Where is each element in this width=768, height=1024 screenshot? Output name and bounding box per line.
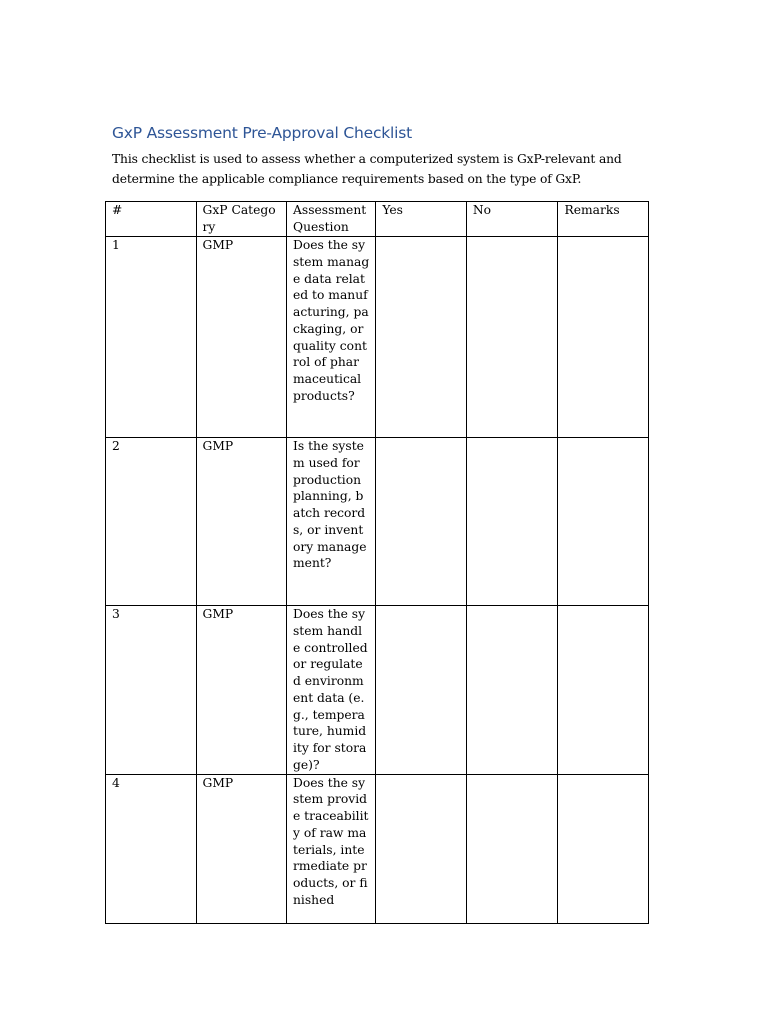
row-no-cell[interactable] [466, 774, 558, 923]
header-yes: Yes [376, 202, 467, 237]
row-question-text: Does the system handle controlled or regulated environment data (e.g., temperature, humidity for storage)? [293, 607, 368, 772]
row-question-text: Does the system manage data related to manufacturing, packaging, or quality control of pharmaceutical products? [293, 238, 370, 403]
row-remarks-cell[interactable] [558, 438, 649, 606]
row-yes-cell[interactable] [376, 774, 467, 923]
row-category: GMP [196, 237, 287, 438]
table-header-row [106, 202, 649, 237]
row-category: GMP [196, 774, 287, 923]
row-question-text: Is the system used for production planning, batch records, or inventory management? [293, 439, 367, 571]
row-question-text: Does the system provide traceability of raw materials, intermediate products, or finished [293, 775, 369, 907]
row-no-cell[interactable] [466, 237, 558, 438]
table-row [106, 237, 649, 438]
table-row [106, 606, 649, 775]
checklist-table [105, 201, 649, 924]
header-remarks: Remarks [558, 202, 649, 237]
row-number: 4 [106, 774, 197, 923]
row-question [287, 606, 376, 775]
row-no-cell[interactable] [466, 606, 558, 775]
intro-paragraph: This checklist is used to assess whether a computerized system is GxP-relevant and determine the applicable compliance requirements based on the type of GxP. [112, 152, 622, 186]
row-remarks-cell[interactable] [558, 774, 649, 923]
document-title: GxP Assessment Pre-Approval Checklist [112, 124, 413, 142]
header-no: No [466, 202, 558, 237]
row-yes-cell[interactable] [376, 606, 467, 775]
row-yes-cell[interactable] [376, 237, 467, 438]
table-row [106, 438, 649, 606]
row-number: 1 [106, 237, 197, 438]
table-row [106, 774, 649, 923]
row-remarks-cell[interactable] [558, 606, 649, 775]
row-yes-cell[interactable] [376, 438, 467, 606]
row-category: GMP [196, 438, 287, 606]
header-number: # [106, 202, 197, 237]
row-remarks-cell[interactable] [558, 237, 649, 438]
row-number: 2 [106, 438, 197, 606]
row-no-cell[interactable] [466, 438, 558, 606]
header-assessment-question: Assessment Question [287, 202, 376, 237]
row-number: 3 [106, 606, 197, 775]
row-question [287, 774, 376, 923]
row-question [287, 438, 376, 606]
header-gxp-category: GxP Category [196, 202, 287, 237]
row-question [287, 237, 376, 438]
row-category: GMP [196, 606, 287, 775]
